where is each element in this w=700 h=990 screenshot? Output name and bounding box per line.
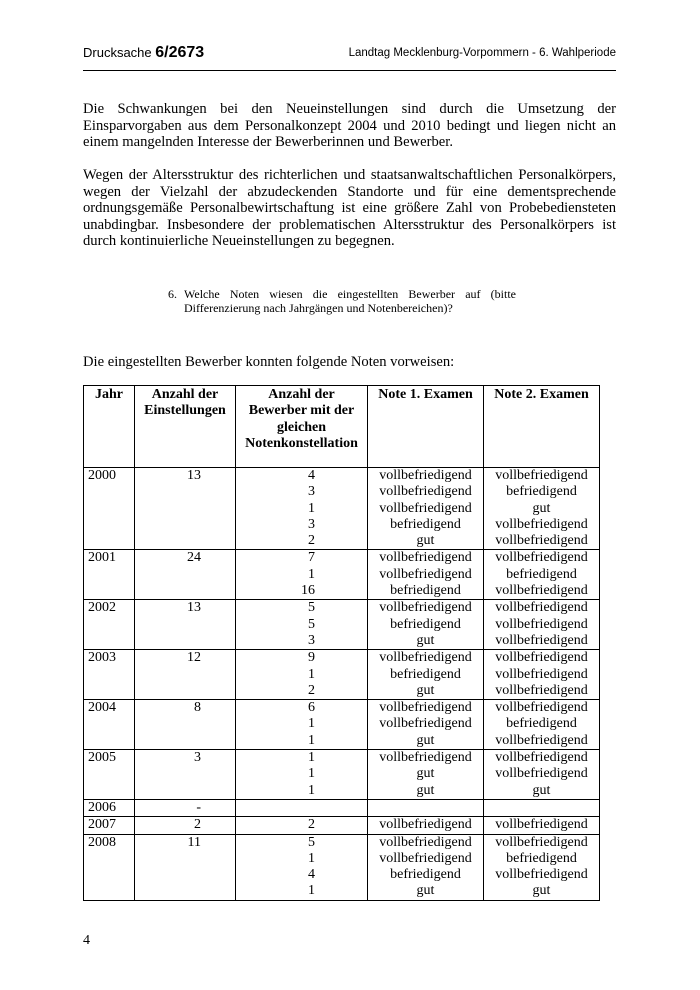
- cell-einstellungen: 11: [135, 834, 236, 900]
- note1-value: vollbefriedigend: [379, 650, 472, 666]
- cell-einstellungen: 12: [135, 650, 236, 700]
- bewerber-value: 5: [308, 834, 315, 850]
- cell-note1: [368, 834, 484, 900]
- table-row: [84, 600, 600, 650]
- bewerber-value: 9: [308, 650, 315, 666]
- drucksache-number: 6/2673: [155, 44, 205, 61]
- note1-value: vollbefriedigend: [379, 716, 472, 732]
- note1-value: gut: [416, 883, 435, 899]
- cell-einstellungen: 13: [135, 468, 236, 550]
- cell-note2: [484, 750, 600, 800]
- question: [168, 287, 516, 315]
- cell-jahr: 2003: [84, 650, 135, 700]
- cell-jahr: 2005: [84, 750, 135, 800]
- table-row: [84, 834, 600, 900]
- note1-value: vollbefriedigend: [379, 566, 472, 582]
- note1-value: vollbefriedigend: [379, 468, 472, 483]
- bewerber-value: 1: [308, 500, 315, 516]
- cell-note2: [484, 468, 600, 550]
- question-number: 6.: [168, 287, 177, 301]
- note1-value: befriedigend: [390, 516, 461, 532]
- cell-bewerber: [236, 750, 368, 800]
- cell-jahr: 2002: [84, 600, 135, 650]
- note1-value: vollbefriedigend: [379, 484, 472, 500]
- question-text: Welche Noten wiesen die eingestellten Bewerber auf (bitte Differenzierung nach Jahrgängen und Notenbereichen)?: [184, 287, 516, 315]
- cell-note1: [368, 550, 484, 600]
- note2-value: befriedigend: [506, 716, 577, 732]
- cell-jahr: 2001: [84, 550, 135, 600]
- bewerber-value: 3: [308, 516, 315, 532]
- note1-value: befriedigend: [390, 666, 461, 682]
- note2-value: gut: [532, 500, 551, 516]
- note2-value: vollbefriedigend: [495, 533, 588, 549]
- bewerber-value: 7: [308, 550, 315, 566]
- cell-bewerber: [236, 650, 368, 700]
- note1-value: befriedigend: [390, 583, 461, 599]
- drucksache-label: Drucksache: [83, 45, 156, 60]
- note1-value: vollbefriedigend: [379, 550, 472, 566]
- note2-value: befriedigend: [506, 850, 577, 866]
- cell-jahr: 2007: [84, 817, 135, 834]
- note2-value: befriedigend: [506, 566, 577, 582]
- bewerber-value: 16: [301, 583, 315, 599]
- cell-bewerber: [236, 799, 368, 816]
- note1-value: gut: [416, 632, 435, 648]
- note2-value: vollbefriedigend: [495, 468, 588, 483]
- header-bewerber: Anzahl der Bewerber mit der gleichen Notenkonstellation: [236, 386, 368, 468]
- cell-jahr: 2000: [84, 468, 135, 550]
- note1-value: vollbefriedigend: [379, 817, 472, 833]
- header-rule: [83, 70, 616, 71]
- note2-value: vollbefriedigend: [495, 867, 588, 883]
- cell-einstellungen: 2: [135, 817, 236, 834]
- note2-value: vollbefriedigend: [495, 834, 588, 850]
- cell-einstellungen: 8: [135, 700, 236, 750]
- note2-value: vollbefriedigend: [495, 632, 588, 648]
- cell-note2: [484, 600, 600, 650]
- paragraph-2: Wegen der Altersstruktur des richterlichen und staatsanwaltschaftlichen Personalkörpers, wegen der Vielzahl der abzudeckenden Standorte und für eine dementsprechende ordnungsgemäße Personalbewirtschaftung ist eine größere Zahl von Probebediensteten unabdingbar. Insbesondere der problematischen Altersstruktur des Personalkörpers ist durch kontinuierliche Neueinstellungen zu begegnen.: [83, 167, 616, 249]
- header-note2: Note 2. Examen: [484, 386, 600, 468]
- note2-value: vollbefriedigend: [495, 766, 588, 782]
- header-note1: Note 1. Examen: [368, 386, 484, 468]
- document-number: [83, 44, 204, 62]
- cell-einstellungen: -: [135, 799, 236, 816]
- note1-value: vollbefriedigend: [379, 850, 472, 866]
- bewerber-value: 1: [308, 750, 315, 766]
- paragraph-1: Die Schwankungen bei den Neueinstellungen sind durch die Umsetzung der Einsparvorgaben aus dem Personalkonzept 2004 und 2010 bedingt und liegen nicht an einem mangelnden Interesse der Bewerberinnen und Bewerber.: [83, 101, 616, 150]
- table-row: [84, 799, 600, 816]
- bewerber-value: 1: [308, 766, 315, 782]
- note1-value: gut: [416, 533, 435, 549]
- note1-value: gut: [416, 682, 435, 698]
- note2-value: vollbefriedigend: [495, 650, 588, 666]
- cell-jahr: 2004: [84, 700, 135, 750]
- cell-note1: [368, 468, 484, 550]
- note1-value: vollbefriedigend: [379, 700, 472, 716]
- note2-value: vollbefriedigend: [495, 583, 588, 599]
- cell-note1: [368, 817, 484, 834]
- cell-bewerber: [236, 468, 368, 550]
- cell-note2: [484, 799, 600, 816]
- note2-value: gut: [532, 782, 551, 798]
- parliament-name: Landtag Mecklenburg-Vorpommern - 6. Wahlperiode: [348, 47, 616, 59]
- note2-value: vollbefriedigend: [495, 750, 588, 766]
- note1-value: vollbefriedigend: [379, 750, 472, 766]
- cell-bewerber: [236, 550, 368, 600]
- header-jahr: Jahr: [84, 386, 135, 468]
- cell-note1: [368, 650, 484, 700]
- bewerber-value: 4: [308, 468, 315, 483]
- table-header-row: [84, 386, 600, 468]
- note1-value: befriedigend: [390, 867, 461, 883]
- cell-note2: [484, 834, 600, 900]
- cell-note1: [368, 600, 484, 650]
- table-row: [84, 700, 600, 750]
- cell-note1: [368, 700, 484, 750]
- cell-note2: [484, 817, 600, 834]
- note2-value: befriedigend: [506, 484, 577, 500]
- cell-jahr: 2006: [84, 799, 135, 816]
- bewerber-value: 1: [308, 782, 315, 798]
- cell-note2: [484, 550, 600, 600]
- note2-value: vollbefriedigend: [495, 616, 588, 632]
- table-row: [84, 468, 600, 550]
- cell-einstellungen: 3: [135, 750, 236, 800]
- table-intro: Die eingestellten Bewerber konnten folgende Noten vorweisen:: [83, 354, 455, 370]
- bewerber-value: 3: [308, 484, 315, 500]
- note2-value: vollbefriedigend: [495, 600, 588, 616]
- grades-table: [83, 385, 600, 901]
- cell-note1: [368, 799, 484, 816]
- bewerber-value: 1: [308, 883, 315, 899]
- cell-einstellungen: 24: [135, 550, 236, 600]
- note1-value: befriedigend: [390, 616, 461, 632]
- cell-note1: [368, 750, 484, 800]
- page-number: 4: [83, 933, 90, 948]
- bewerber-value: 6: [308, 700, 315, 716]
- table-row: [84, 650, 600, 700]
- note2-value: vollbefriedigend: [495, 817, 588, 833]
- note2-value: vollbefriedigend: [495, 732, 588, 748]
- cell-note2: [484, 700, 600, 750]
- bewerber-value: 5: [308, 600, 315, 616]
- table-row: [84, 750, 600, 800]
- cell-einstellungen: 13: [135, 600, 236, 650]
- cell-note2: [484, 650, 600, 700]
- note1-value: vollbefriedigend: [379, 834, 472, 850]
- note1-value: gut: [416, 766, 435, 782]
- bewerber-value: 1: [308, 566, 315, 582]
- header-einstellungen: Anzahl der Einstellungen: [135, 386, 236, 468]
- bewerber-value: 2: [308, 817, 315, 833]
- note2-value: vollbefriedigend: [495, 550, 588, 566]
- bewerber-value: 1: [308, 850, 315, 866]
- note2-value: gut: [532, 883, 551, 899]
- cell-jahr: 2008: [84, 834, 135, 900]
- bewerber-value: 3: [308, 632, 315, 648]
- table-row: [84, 550, 600, 600]
- cell-bewerber: [236, 834, 368, 900]
- cell-bewerber: [236, 700, 368, 750]
- bewerber-value: 2: [308, 682, 315, 698]
- bewerber-value: 1: [308, 716, 315, 732]
- note1-value: vollbefriedigend: [379, 600, 472, 616]
- cell-bewerber: [236, 817, 368, 834]
- table-row: [84, 817, 600, 834]
- cell-bewerber: [236, 600, 368, 650]
- bewerber-value: 2: [308, 533, 315, 549]
- bewerber-value: 4: [308, 867, 315, 883]
- note2-value: vollbefriedigend: [495, 700, 588, 716]
- note1-value: gut: [416, 782, 435, 798]
- note1-value: gut: [416, 732, 435, 748]
- bewerber-value: 1: [308, 666, 315, 682]
- note1-value: vollbefriedigend: [379, 500, 472, 516]
- note2-value: vollbefriedigend: [495, 516, 588, 532]
- bewerber-value: 5: [308, 616, 315, 632]
- note2-value: vollbefriedigend: [495, 682, 588, 698]
- bewerber-value: 1: [308, 732, 315, 748]
- note2-value: vollbefriedigend: [495, 666, 588, 682]
